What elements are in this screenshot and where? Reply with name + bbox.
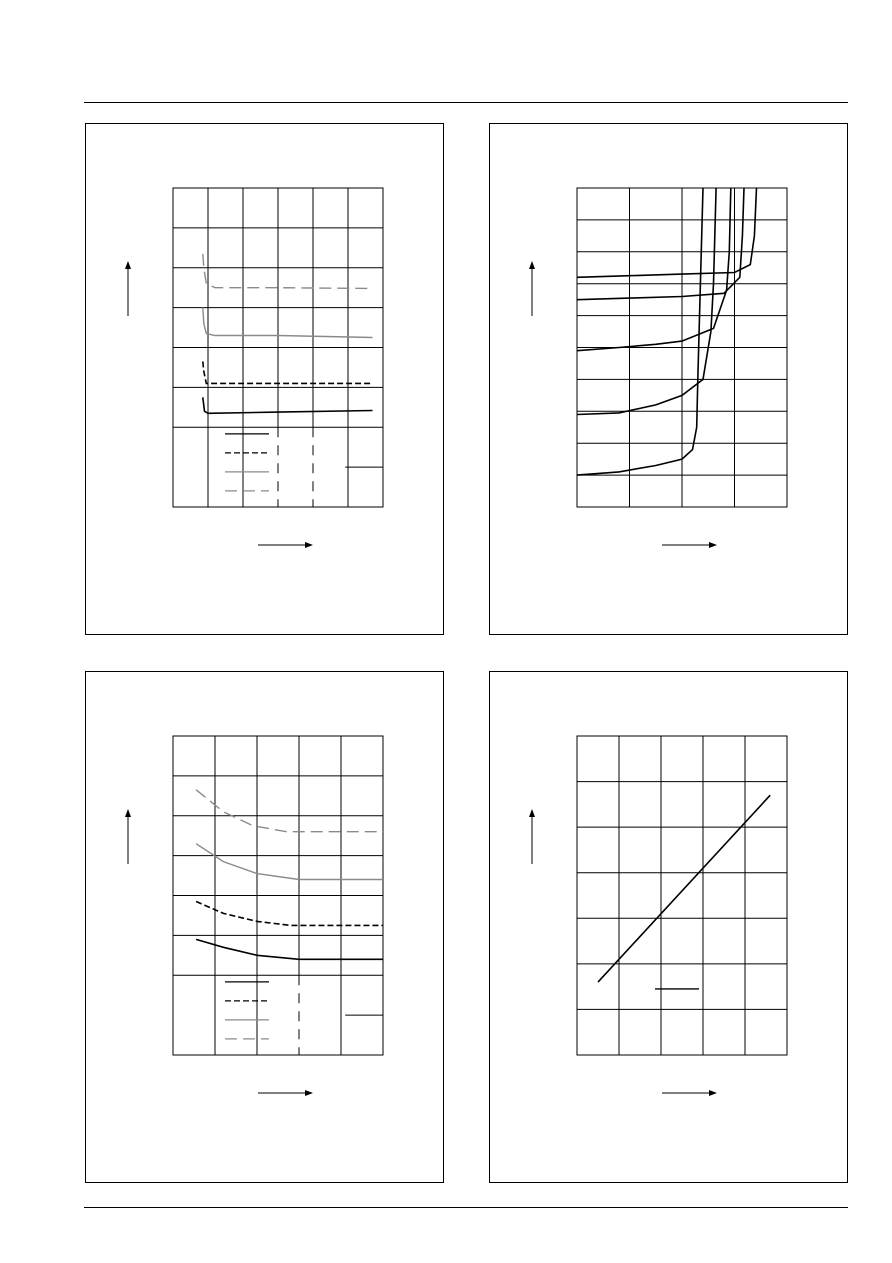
header-rule	[84, 102, 848, 103]
series-line-3	[196, 902, 383, 926]
x-axis-arrow-head	[709, 1090, 717, 1096]
plot-frame	[577, 736, 787, 1055]
x-axis-arrow-head	[305, 1090, 313, 1096]
x-axis-arrow-head	[305, 542, 313, 548]
footer-rule	[84, 1207, 848, 1208]
series-line-2	[203, 308, 373, 338]
chart-svg-1	[86, 124, 445, 636]
chart-svg-2	[490, 124, 849, 636]
series-line-1	[196, 790, 383, 832]
chart-svg-3	[86, 672, 445, 1184]
chart-panel-2	[489, 123, 848, 635]
series-line-4	[196, 939, 383, 959]
series-line-2	[196, 844, 383, 880]
series-line-1	[203, 254, 373, 289]
series-line-1	[577, 188, 703, 475]
series-line-1	[598, 795, 770, 982]
x-axis-arrow-head	[709, 542, 717, 548]
y-axis-arrow-head	[125, 261, 131, 269]
chart-panel-3	[85, 671, 444, 1183]
series-line-3	[577, 188, 731, 351]
series-line-4	[203, 397, 373, 413]
series-line-2	[577, 188, 716, 415]
chart-svg-4	[490, 672, 849, 1184]
y-axis-arrow-head	[529, 809, 535, 817]
chart-panel-1	[85, 123, 444, 635]
y-axis-arrow-head	[125, 809, 131, 817]
series-line-3	[203, 362, 373, 384]
series-line-4	[577, 188, 744, 300]
y-axis-arrow-head	[529, 261, 535, 269]
chart-panel-4	[489, 671, 848, 1183]
